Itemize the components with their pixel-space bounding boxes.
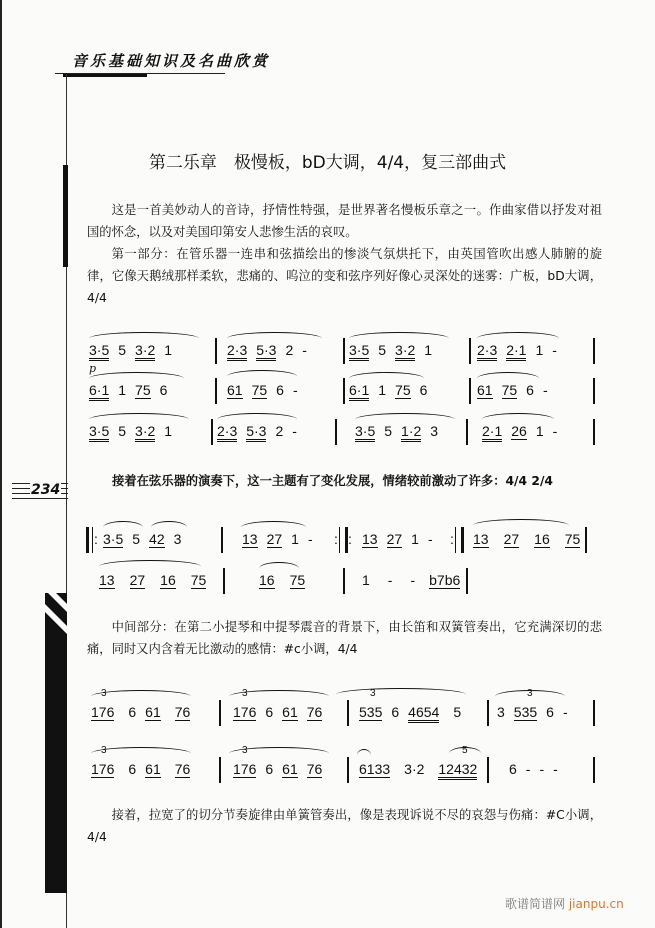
paragraph-middle-section: 中间部分：在第二小提琴和中提琴震音的背景下，由长笛和双簧管奏出，它充满深切的悲痛，同时又内含着无比激动的感情：#c小调，4/4 xyxy=(87,620,602,656)
chapter-title: 第二乐章 极慢板，bD大调，4/4，复三部曲式 xyxy=(148,153,507,173)
paragraph-development: 接着在弦乐器的演奏下，这一主题有了变化发展，情绪较前激动了许多：4/4 2/4 xyxy=(112,474,553,488)
score-system-1: 3·5 5 3·2 1 2·3 5·3 2 - 3·5 5 3·2 1 2·3 2·1 1 - xyxy=(87,342,617,366)
page-number-ornament xyxy=(12,480,68,504)
score-system-2: 6·1 1 75 6 61 75 6 - 6·1 1 75 6 61 75 6 - xyxy=(87,382,617,406)
paragraph-intro: 这是一首美妙动人的音诗，抒情性特强，是世界著名慢板乐章之一。作曲家借以抒发对祖国的怀念，以及对美国印第安人悲惨生活的哀叹。 xyxy=(87,203,602,239)
score-system-3: 3·5 5 3·2 1 2·3 5·3 2 - 3·5 5 1·2 3 2·1 26 1 - xyxy=(87,423,617,447)
margin-bar xyxy=(63,165,68,267)
header-rule-thick xyxy=(63,74,147,77)
dynamic-marking: p xyxy=(89,362,97,375)
paragraph-syncopation: 接着，拉宽了的切分节奏旋律由单簧管奏出，像是表现诉说不尽的哀怨与伤痛：#C小调，4/4 xyxy=(87,808,602,844)
watermark xyxy=(505,895,624,912)
score-system-7: 3 176 6 61 76 3 176 6 61 76 5 6133 3·2 12432 6 - - - xyxy=(87,761,617,785)
score-system-6: 3 176 6 61 76 3 176 6 61 76 3 535 6 4654 5 3 3 535 6 - xyxy=(87,704,617,728)
decorative-band xyxy=(45,593,67,893)
score-system-4: : 3·5 5 42 3 13 27 1 - : : 13 27 1 - : 13 27 16 75 xyxy=(87,531,617,555)
watermark-cn: 歌谱简谱网 xyxy=(505,897,566,911)
score-system-5: 13 27 16 75 16 75 1 - - b7b6 xyxy=(87,572,617,596)
running-head: 音乐基础知识及名曲欣赏 xyxy=(72,52,271,70)
paragraph-part-one: 第一部分：在管乐器一连串和弦描绘出的惨淡气氛烘托下，由英国管吹出感人肺腑的旋律，它像天鹅绒那样柔软，悲痛的、呜泣的变和弦序列好像心灵深处的迷雾：广板，bD大调，4/4 xyxy=(87,247,602,305)
page-number: 234 xyxy=(31,482,61,498)
page-edge xyxy=(0,0,2,928)
watermark-en: jianpu.cn xyxy=(568,897,624,911)
